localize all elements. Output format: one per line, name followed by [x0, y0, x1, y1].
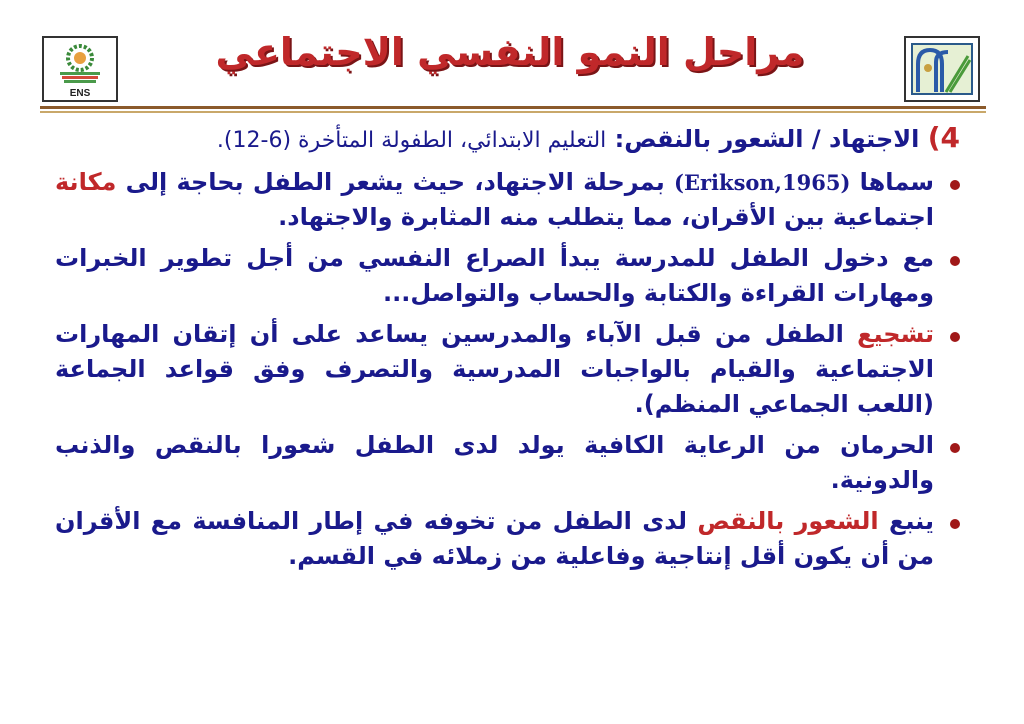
- bullet-icon: [950, 443, 960, 453]
- institution-logo: [904, 36, 980, 102]
- list-item: [55, 504, 960, 574]
- bullet-icon: [950, 332, 960, 342]
- ens-emblem-icon: [44, 38, 116, 100]
- section-number: 4): [927, 121, 960, 154]
- list-item: [55, 428, 960, 498]
- list-item: [55, 317, 960, 422]
- bullet-text: بمرحلة الاجتهاد، حيث يشعر الطفل بحاجة إلى: [125, 168, 665, 196]
- bullet-icon: [950, 519, 960, 529]
- page-title: مراحل النمو النفسي الاجتماعي: [215, 30, 805, 74]
- citation: (Erikson,1965): [674, 170, 851, 195]
- section-heading: [55, 118, 960, 161]
- arch-emblem-icon: [906, 38, 978, 100]
- title-divider: [40, 106, 986, 109]
- bullet-text: الحرمان من الرعاية الكافية يولد لدى الطفل شعورا بالنقص والذنب والدونية.: [55, 431, 934, 494]
- ens-logo-text: ENS: [69, 88, 91, 99]
- bullet-text: سماها: [859, 168, 935, 196]
- bullet-text: مع دخول الطفل للمدرسة يبدأ الصراع النفسي من أجل تطوير الخبرات ومهارات القراءة والكتابة والحساب والتواصل...: [55, 244, 934, 307]
- ens-logo: [42, 36, 118, 102]
- bullet-text: لدى الطفل من تخوفه في إطار المنافسة مع الأقران من أن يكون أقل إنتاجية وفاعلية من زملائه في القسم.: [55, 507, 934, 570]
- bullet-text: اجتماعية بين الأقران، مما يتطلب منه المثابرة والاجتهاد.: [278, 203, 934, 231]
- highlight-text: تشجيع: [857, 320, 935, 348]
- bullet-text: ينبع: [888, 507, 934, 535]
- slide-content: [55, 118, 960, 580]
- highlight-text: مكانة: [55, 168, 117, 196]
- section-subtitle: التعليم الابتدائي، الطفولة المتأخرة (6-12).: [216, 128, 607, 153]
- list-item: [55, 241, 960, 311]
- list-item: [55, 165, 960, 235]
- highlight-text: الشعور بالنقص: [697, 507, 879, 535]
- section-title: الاجتهاد / الشعور بالنقص:: [614, 125, 920, 153]
- bullet-icon: [950, 180, 960, 190]
- bullet-text: الطفل من قبل الآباء والمدرسين يساعد على أن إتقان المهارات الاجتماعية والقيام بالواجبات المدرسية والتصرف وفق قواعد الجماعة (اللعب الجماعي المنظم).: [55, 320, 934, 418]
- bullet-icon: [950, 256, 960, 266]
- title-divider-accent: [40, 111, 986, 113]
